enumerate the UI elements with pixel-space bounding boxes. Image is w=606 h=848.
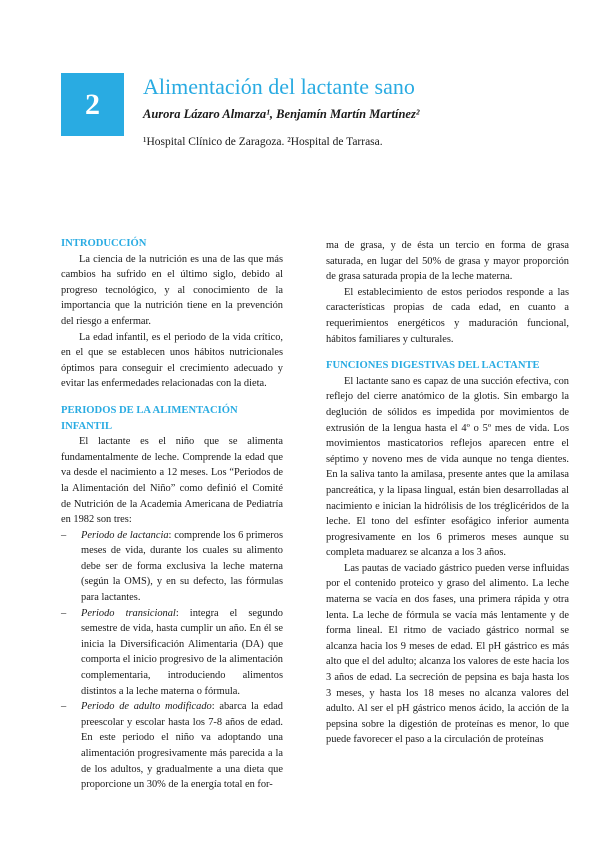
intro-paragraph-2: La edad infantil, es el periodo de la vida crítico, en el que se establecen unos hábitos nutricionales óptimos para conseguir el crecimiento adecuado y evitar las enfermedades relacionadas con la dieta.	[61, 331, 283, 390]
list-item: – Periodo transicional: integra el segundo semestre de vida, hasta cumplir un año. En él se inicia la Diversificación Alimentaria (DA) que comporta el inicio progresivo de la alimentación complementaria, introduciendo alimentos distintos a la leche materna o fórmula.	[61, 607, 283, 697]
item-term: Periodo transicional	[81, 607, 176, 619]
item-term: Periodo de lactancia	[81, 529, 169, 541]
affiliations: ¹Hospital Clínico de Zaragoza. ²Hospital de Tarrasa.	[143, 136, 383, 148]
digestive-paragraph-2: Las pautas de vaciado gástrico pueden verse influidas por el contenido proteico y graso del alimento. La leche materna se vacía en dos fases, una primera rápida y otra lenta. La leche de fórmula se vacía más lentamente y de forma lineal. El ritmo de vaciado gástrico normal se alcanza hacia los 9 meses de edad. El pH gástrico es más alto que el del adulto; alcanza los valores de este hacia los 3 años de edad. La secreción de pepsina es baja hasta los 3 meses, y hasta los 18 meses no alcanza valores del adulto. Al ser el pH gástrico menos ácido, la acción de la pepsina sobre la digestión de proteínas es menor, lo que puede favorecer el paso a la circulación de proteínas	[326, 562, 569, 746]
chapter-number-box	[61, 73, 124, 136]
intro-heading: INTRODUCCIÓN	[61, 238, 147, 249]
chapter-title: Alimentación del lactante sano	[143, 74, 415, 99]
left-column	[61, 236, 283, 793]
periods-heading: PERIODOS DE LA ALIMENTACIÓN INFANTIL	[61, 404, 238, 432]
continued-paragraph: ma de grasa, y de ésta un tercio en forma de grasa saturada, en lugar del 50% de grasa y mayor proporción de grasa saturada propia de la leche materna.	[326, 240, 569, 283]
periods-paragraph-1: El lactante es el niño que se alimenta fundamentalmente de leche. Comprende la edad que va desde el nacimiento a 12 meses. Los “Periodos de la Alimentación del Niño” como definió el Comité de Nutrición de la Academia Americana de Pediatría en 1982 son tres:	[61, 436, 283, 526]
item-term: Periodo de adulto modificado	[81, 701, 212, 713]
item-text: : comprende los 6 primeros meses de vida, durante los cuales su alimento debe ser de forma exclusiva la leche materna (según la OMS), y en su defecto, las fórmulas para lactantes.	[81, 529, 283, 604]
intro-paragraph-1: La ciencia de la nutrición es una de las que más cambios ha sufrido en el último siglo, debido al progreso tecnológico, y al conocimiento de la importancia que la nutrición tiene en la prevención del riesgo a enfermar.	[61, 253, 283, 327]
item-text: : integra el segundo semestre de vida, hasta cumplir un año. En él se inicia la Diversificación Alimentaria (DA) que comporta el inicio progresivo de la alimentación complementaria, introduciendo alimentos distintos a la leche materna o fórmula.	[81, 607, 283, 697]
chapter-number: 2	[85, 87, 100, 121]
periods-paragraph-2: El establecimiento de estos periodos responde a las características propias de cada edad, en cuanto a requerimientos energéticos y maduración funcional, hábitos familiares y culturales.	[326, 286, 569, 345]
list-item: – Periodo de lactancia: comprende los 6 primeros meses de vida, durante los cuales su alimento debe ser de forma exclusiva la leche materna (según la OMS), y en su defecto, las fórmulas para lactantes.	[61, 529, 283, 604]
item-text: : abarca la edad preescolar y escolar hasta los 7-8 años de edad. En este periodo el niño va adoptando una alimentación progresivamente más parecida a la de los adultos, y gradualmente a una dieta que proporcione un 30% de la energía total en for-	[81, 701, 283, 791]
digestive-paragraph-1: El lactante sano es capaz de una succión efectiva, con reflejo del cierre anatómico de la glotis. Sin embargo la deglución de sólidos es impedida por movimientos de extrusión de la lengua hasta el 4º o 5º mes de vida. Los movimientos masticatorios reflejos aparecen entre el séptimo y noveno mes de vida aunque no tenga dientes. En la saliva tanto la amilasa, presente antes que la amilasa pancreática, y la lipasa lingual, están bien desarrolladas al nacimiento e inician la hidrólisis de los tréglicéridos de la leche. El tono del esfínter esofágico inferior aumenta progresivamente en los 6 primeros meses aunque su completa maduarez se alcanza a los 3 años.	[326, 375, 569, 559]
right-column	[326, 238, 569, 748]
authors: Aurora Lázaro Almarza¹, Benjamín Martín Martínez²	[143, 107, 420, 121]
list-item: – Periodo de adulto modificado: abarca la edad preescolar y escolar hasta los 7-8 años de edad. En este periodo el niño va adoptando una alimentación progresivamente más parecida a la de los adultos, y gradualmente a una dieta que proporcione un 30% de la energía total en for-	[61, 701, 283, 791]
digestive-functions-heading: FUNCIONES DIGESTIVAS DEL LACTANTE	[326, 360, 540, 372]
